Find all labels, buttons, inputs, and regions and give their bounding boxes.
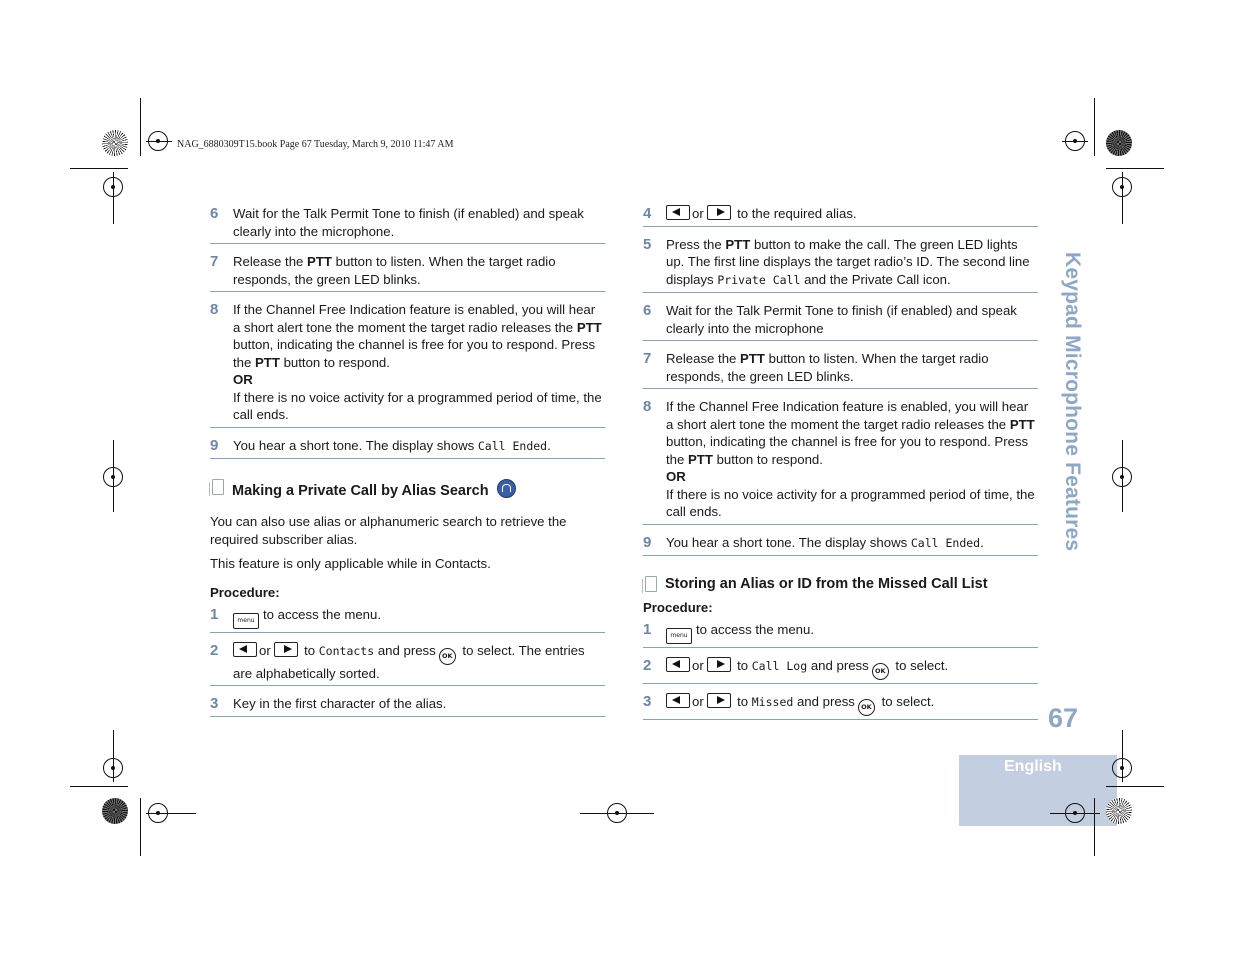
right-arrow-key-icon	[707, 657, 731, 672]
crop-mark	[140, 98, 141, 156]
intro-paragraph: This feature is only applicable while in Contacts.	[210, 556, 491, 571]
registration-mark-icon	[148, 131, 168, 151]
step-9	[643, 534, 1038, 557]
proc-step-1	[643, 621, 1038, 648]
step-text: Release the PTT button to listen. When the target radio responds, the green LED blinks.	[666, 351, 989, 384]
step-number: 8	[210, 301, 219, 318]
step-number: 2	[210, 641, 219, 659]
or-label: OR	[666, 469, 686, 484]
registration-mark-icon	[103, 177, 123, 197]
left-arrow-key-icon	[666, 205, 690, 220]
procedure-label: Procedure:	[643, 600, 713, 615]
step-number: 6	[643, 302, 652, 319]
step-number: 7	[643, 350, 652, 367]
color-rosette-icon	[102, 798, 128, 824]
crop-mark	[70, 786, 128, 787]
proc-step-2	[643, 657, 1038, 684]
step-number: 1	[643, 621, 652, 638]
crop-mark	[1106, 786, 1164, 787]
step-text: Wait for the Talk Permit Tone to finish (if enabled) and speak clearly into the microphone	[666, 303, 1017, 336]
registration-mark-icon	[1112, 467, 1132, 487]
step-number: 7	[210, 253, 219, 270]
step-7	[643, 350, 1038, 389]
step-text: Wait for the Talk Permit Tone to finish (if enabled) and speak clearly into the microphone.	[233, 206, 584, 239]
left-arrow-key-icon	[666, 693, 690, 708]
step-number: 9	[643, 533, 652, 551]
step-text: or to Contacts and press OK to select. The entries are alphabetically sorted.	[233, 642, 585, 681]
step-number: 3	[643, 693, 652, 710]
registration-mark-icon	[1112, 177, 1132, 197]
crop-mark	[70, 168, 128, 169]
step-text: or to Call Log and press OK to select.	[666, 657, 1038, 680]
proc-step-3	[210, 695, 605, 717]
step-text: If the Channel Free Indication feature is enabled, you will hear a short alert tone the moment the target radio releases the PTT button, indicating the channel is free for you to respond. Press the PTT button to respond. OR If there is no voice activity for a programmed period of time, the call ends.	[666, 399, 1035, 519]
chapter-side-title: Keypad Microphone Features	[1061, 252, 1084, 552]
intro-paragraph: You can also use alias or alphanumeric search to retrieve the required subscriber alias.	[210, 514, 567, 547]
step-text: Press the PTT button to make the call. The green LED lights up. The first line displays the target radio’s ID. The second line displays Private Call and the Private Call icon.	[666, 236, 1030, 287]
crop-mark	[1094, 798, 1095, 856]
step-6	[210, 205, 605, 244]
document-icon	[212, 479, 224, 495]
right-arrow-key-icon	[707, 205, 731, 220]
step-text: You hear a short tone. The display shows Call Ended.	[666, 534, 984, 550]
display-text: Call Log	[751, 659, 808, 673]
right-column	[643, 205, 1038, 729]
page-number: 67	[1048, 703, 1079, 733]
step-7	[210, 253, 605, 292]
document-icon	[645, 576, 657, 592]
step-text: or to Missed and press OK to select.	[666, 693, 1038, 716]
display-text: Private Call	[717, 272, 801, 287]
section-title-alias-search: Making a Private Call by Alias Search	[210, 479, 605, 499]
step-number: 4	[643, 205, 652, 222]
proc-step-1	[210, 606, 605, 633]
menu-key-icon: menu	[233, 613, 259, 629]
right-arrow-key-icon	[274, 642, 298, 657]
step-text: You hear a short tone. The display shows Call Ended.	[233, 437, 551, 453]
registration-mark-icon	[607, 803, 627, 823]
crop-mark	[1094, 98, 1095, 156]
left-arrow-key-icon	[233, 642, 257, 657]
step-4	[643, 205, 1038, 227]
step-text: menu to access the menu.	[666, 621, 1038, 644]
ok-key-icon: OK	[872, 663, 889, 680]
step-8	[210, 301, 605, 428]
registration-mark-icon	[103, 467, 123, 487]
crop-mark	[140, 798, 141, 856]
step-number: 3	[210, 695, 219, 712]
conventional-mode-icon	[497, 479, 516, 498]
color-rosette-icon	[102, 130, 128, 156]
color-rosette-icon	[1106, 130, 1132, 156]
step-5	[643, 236, 1038, 294]
step-text: Release the PTT button to listen. When the target radio responds, the green LED blinks.	[233, 254, 556, 287]
registration-mark-icon	[1112, 758, 1132, 778]
procedure-label: Procedure:	[210, 584, 280, 600]
step-6	[643, 302, 1038, 341]
language-label: English	[1004, 758, 1062, 775]
book-header-line: NAG_6880309T15.book Page 67 Tuesday, March 9, 2010 11:47 AM	[177, 139, 454, 150]
color-rosette-icon	[1106, 798, 1132, 824]
step-number: 8	[643, 398, 652, 415]
registration-mark-icon	[1065, 131, 1085, 151]
ok-key-icon: OK	[858, 699, 875, 716]
display-text: Missed	[751, 695, 794, 709]
step-number: 6	[210, 205, 219, 222]
display-text: Call Ended	[477, 438, 548, 453]
section-title-missed-call: Storing an Alias or ID from the Missed Call List	[643, 576, 1038, 592]
step-text: or to the required alias.	[666, 205, 1038, 223]
step-9	[210, 437, 605, 460]
menu-key-icon: menu	[666, 628, 692, 644]
step-text: menu to access the menu.	[233, 606, 605, 629]
registration-mark-icon	[1065, 803, 1085, 823]
display-text: Call Ended	[910, 535, 981, 550]
registration-mark-icon	[148, 803, 168, 823]
left-arrow-key-icon	[666, 657, 690, 672]
step-number: 2	[643, 657, 652, 674]
step-8	[643, 398, 1038, 525]
crop-mark	[1106, 168, 1164, 169]
display-text: Contacts	[318, 643, 375, 658]
proc-step-3	[643, 693, 1038, 720]
step-number: 1	[210, 605, 219, 623]
step-number: 5	[643, 235, 652, 253]
right-arrow-key-icon	[707, 693, 731, 708]
proc-step-2	[210, 642, 605, 687]
or-label: OR	[233, 372, 253, 387]
registration-mark-icon	[103, 758, 123, 778]
left-column	[210, 205, 605, 726]
ok-key-icon: OK	[439, 648, 456, 665]
step-text: Key in the first character of the alias.	[233, 696, 447, 711]
step-number: 9	[210, 436, 219, 454]
step-text: If the Channel Free Indication feature is enabled, you will hear a short alert tone the moment the target radio releases the PTT button, indicating the channel is free for you to respond. Press the PTT button to respond. OR If there is no voice activity for a programmed period of time, the call ends.	[233, 302, 602, 422]
